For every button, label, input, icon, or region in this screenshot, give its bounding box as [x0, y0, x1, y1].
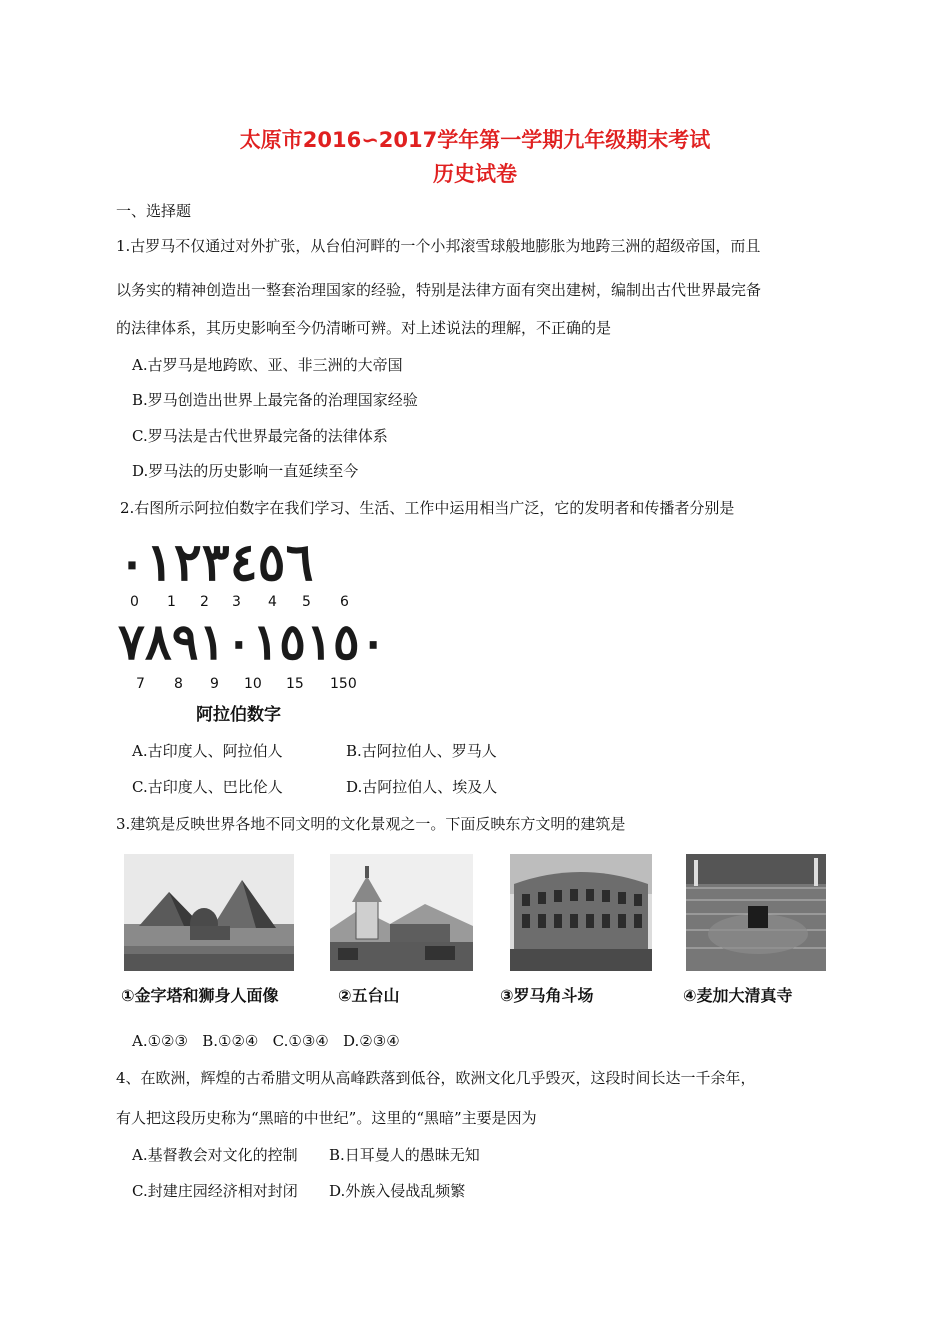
arabic-numerals-row2: ٧٨٩١٠١٥١٥٠: [118, 612, 387, 671]
mecca-mosque-photo: [686, 854, 826, 971]
latin-digit: 3: [232, 594, 241, 610]
q1-option-a: A.古罗马是地跨欧、亚、非三洲的大帝国: [132, 356, 403, 374]
q1-stem-line1: 1.古罗马不仅通过对外扩张，从台伯河畔的一个小邦滚雪球般地膨胀为地跨三洲的超级帝国，而且: [116, 237, 761, 255]
photo-caption-3: ③罗马角斗场: [500, 986, 594, 1005]
q1-option-d: D.罗马法的历史影响一直延续至今: [132, 462, 359, 480]
latin-digit: 8: [174, 676, 183, 692]
colosseum-photo: [510, 854, 652, 971]
latin-digit: 10: [244, 676, 262, 692]
photo-caption-2: ②五台山: [338, 986, 400, 1005]
latin-digit: 15: [286, 676, 304, 692]
arabic-figure-caption: 阿拉伯数字: [196, 705, 281, 725]
photo-caption-1: ①金字塔和狮身人面像: [121, 986, 279, 1005]
latin-digit: 1: [167, 594, 176, 610]
q2-option-b: B.古阿拉伯人、罗马人: [346, 742, 497, 760]
q4-option-a: A.基督教会对文化的控制: [132, 1146, 298, 1164]
exam-title: 太原市2016∽2017学年第一学期九年级期末考试: [239, 128, 711, 152]
photo-caption-4: ④麦加大清真寺: [683, 986, 793, 1005]
q2-option-d: D.古阿拉伯人、埃及人: [346, 778, 498, 796]
section-heading: 一、选择题: [116, 202, 192, 220]
latin-digit: 0: [130, 594, 139, 610]
latin-digit: 2: [200, 594, 209, 610]
q1-option-c: C.罗马法是古代世界最完备的法律体系: [132, 427, 388, 445]
q1-stem-line3: 的法律体系，其历史影响至今仍清晰可辨。对上述说法的理解，不正确的是: [116, 319, 612, 337]
latin-digit: 7: [136, 676, 145, 692]
q3-options: A.①②③ B.①②④ C.①③④ D.②③④: [132, 1032, 400, 1050]
latin-digit: 5: [302, 594, 311, 610]
q1-stem-line2: 以务实的精神创造出一整套治理国家的经验，特别是法律方面有突出建树，编制出古代世界最完备: [116, 281, 762, 299]
q1-option-b: B.罗马创造出世界上最完备的治理国家经验: [132, 391, 418, 409]
latin-digit: 150: [330, 676, 357, 692]
exam-subtitle: 历史试卷: [433, 162, 517, 186]
q4-stem-line2: 有人把这段历史称为“黑暗的中世纪”。这里的“黑暗”主要是因为: [116, 1109, 537, 1127]
q3-stem: 3.建筑是反映世界各地不同文明的文化景观之一。下面反映东方文明的建筑是: [116, 815, 626, 833]
q4-stem-line1: 4、在欧洲，辉煌的古希腊文明从高峰跌落到低谷，欧洲文化几乎毁灭，这段时间长达一千余年，: [116, 1069, 756, 1087]
latin-digit: 4: [268, 594, 277, 610]
q4-option-b: B.日耳曼人的愚昧无知: [329, 1146, 480, 1164]
q2-stem: 2.右图所示阿拉伯数字在我们学习、生活、工作中运用相当广泛，它的发明者和传播者分别是: [120, 499, 735, 517]
q4-option-c: C.封建庄园经济相对封闭: [132, 1182, 298, 1200]
arabic-numerals-row1: ٠١٢٣٤٥٦: [118, 532, 314, 593]
pyramids-photo: [124, 854, 294, 971]
latin-digit: 9: [210, 676, 219, 692]
arabic-numerals-figure: [118, 532, 387, 728]
q4-option-d: D.外族入侵战乱频繁: [329, 1182, 466, 1200]
wutai-mountain-photo: [330, 854, 473, 971]
q2-option-c: C.古印度人、巴比伦人: [132, 778, 283, 796]
latin-digit: 6: [340, 594, 349, 610]
q2-option-a: A.古印度人、阿拉伯人: [132, 742, 283, 760]
